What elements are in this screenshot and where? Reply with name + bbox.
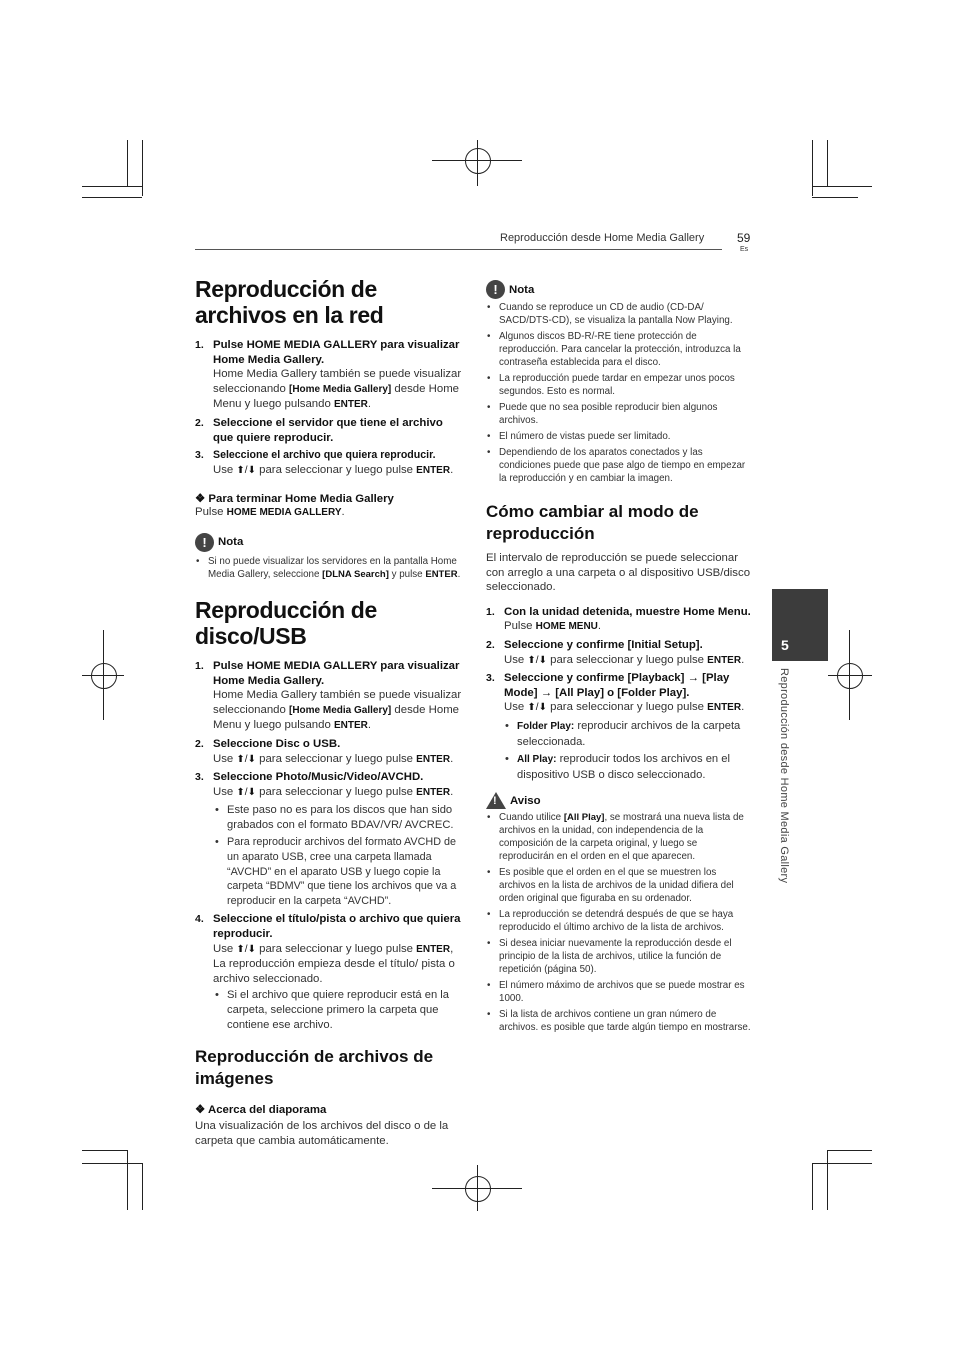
arrow-keys-icon: ⬆/⬇ bbox=[236, 464, 256, 476]
mode-bullet-folder: • Folder Play: reproducir archivos de la carpeta seleccionada. bbox=[517, 719, 752, 749]
step4-bullet: • Si el archivo que quiere reproducir está en la carpeta, seleccione primero la carpeta que contiene ese archivo. bbox=[227, 988, 465, 1032]
nota-item: • El número de vistas puede ser limitado. bbox=[499, 430, 752, 443]
left-column bbox=[195, 276, 465, 1148]
nota-item: • Dependiendo de los aparatos conectados y las condiciones puede que pase algo de tiempo en empezar la reproducción y en cambiar la imagen. bbox=[499, 446, 752, 485]
warning-icon: ! bbox=[486, 792, 506, 809]
nota-item: • Si no puede visualizar los servidores en la pantalla Home Media Gallery, seleccione [DLNA Search] y pulse ENTER. bbox=[208, 555, 465, 581]
heading-disco-usb: Reproducción de disco/USB bbox=[195, 596, 377, 649]
nota-item: • Cuando se reproduce un CD de audio (CD-DA/ SACD/DTS-CD), se visualiza la pantalla Now Playing. bbox=[499, 301, 752, 327]
step-c1: 1. Con la unidad detenida, muestre Home Menu. Pulse HOME MENU. bbox=[486, 605, 751, 633]
step-b3: 3. Seleccione Photo/Music/Video/AVCHD. Use ⬆/⬇ para seleccionar y luego pulse ENTER. bbox=[195, 771, 454, 798]
running-header: Reproducción desde Home Media Gallery bbox=[500, 232, 705, 244]
nota-item: • Puede que no sea posible reproducir bien algunos archivos. bbox=[499, 401, 752, 427]
mode-bullet-all: • All Play: reproducir todos los archivos en el dispositivo USB o disco seleccionado. bbox=[517, 752, 752, 782]
step-c3: 3. Seleccione y confirme [Playback] → [Play Mode] → [All Play] o [Folder Play]. Use ⬆/⬇ para seleccionar y luego pulse ENTER. bbox=[486, 672, 745, 714]
heading-red: Reproducción de archivos en la red bbox=[195, 276, 384, 328]
step-a1: 1. Pulse HOME MEDIA GALLERY para visualizar Home Media Gallery. Home Media Gallery también se puede visualizar seleccionando [Home Media Gallery] desde Home Menu y luego pulsando ENTER. bbox=[195, 339, 462, 411]
aviso-item: • La reproducción se detendrá después de que se haya reproducido el último archivo de la lista de archivos. bbox=[499, 908, 752, 934]
arrow-keys-icon: ⬆/⬇ bbox=[527, 654, 547, 666]
terminar-title: ❖ Para terminar Home Media Gallery bbox=[195, 493, 394, 506]
step-a3: 3. Seleccione el archivo que quiera reproducir. Use ⬆/⬇ para seleccionar y luego pulse ENTER. bbox=[195, 449, 454, 476]
arrow-keys-icon: ⬆/⬇ bbox=[236, 753, 256, 765]
aviso-item: • Si la lista de archivos contiene un gran número de archivos. es posible que tarde algún tiempo en mostrarse. bbox=[499, 1008, 752, 1034]
chapter-side-label: Reproducción desde Home Media Gallery bbox=[778, 668, 790, 884]
arrow-keys-icon: ⬆/⬇ bbox=[236, 943, 256, 955]
arrow-keys-icon: ⬆/⬇ bbox=[236, 786, 256, 798]
right-column bbox=[486, 280, 752, 1034]
terminar-body: Pulse HOME MEDIA GALLERY. bbox=[195, 506, 345, 519]
aviso-item: • Si desea iniciar nuevamente la reproducción desde el principio de la lista de archivos, utilice la función de repetición (página 50). bbox=[499, 937, 752, 976]
nota-heading-left: ! Nota bbox=[195, 533, 465, 552]
nota-heading-right: ! Nota bbox=[486, 280, 752, 299]
aviso-item: • Cuando utilice [All Play], se mostrará una nueva lista de archivos en la unidad, con independencia de la composición de la carpeta original, y luego se reproducirán en el orden en el que aparecen. bbox=[499, 811, 752, 863]
heading-modo: Cómo cambiar al modo de reproducción bbox=[486, 502, 699, 543]
page-number: 59 bbox=[737, 231, 751, 245]
aviso-item: • El número máximo de archivos que se puede mostrar es 1000. bbox=[499, 979, 752, 1005]
step-b4: 4. Seleccione el título/pista o archivo que quiera reproducir. Use ⬆/⬇ para seleccionar y luego pulse ENTER, La reproducción empieza desde el título/ pista o archivo seleccionado. bbox=[195, 913, 461, 985]
exclamation-icon: ! bbox=[486, 280, 505, 299]
aviso-item: • Es posible que el orden en el que se muestren los archivos en la lista de archivos de la unidad difiera del orden original que figuraba en su ordenador. bbox=[499, 866, 752, 905]
aviso-heading: ! Aviso bbox=[486, 792, 752, 809]
step-b1: 1. Pulse HOME MEDIA GALLERY para visualizar Home Media Gallery. Home Media Gallery también se puede visualizar seleccionando [Home Media Gallery] desde Home Menu y luego pulsando ENTER. bbox=[195, 659, 462, 732]
language-code: Es bbox=[740, 246, 749, 253]
modo-intro: El intervalo de reproducción se puede seleccionar con arreglo a una carpeta o al dispositivo USB/disco seleccionado. bbox=[486, 552, 751, 594]
step-c2: 2. Seleccione y confirme [Initial Setup]. Use ⬆/⬇ para seleccionar y luego pulse ENTER. bbox=[486, 638, 745, 666]
aviso-list bbox=[499, 811, 752, 1034]
header-rule bbox=[195, 249, 722, 250]
step-b2: 2. Seleccione Disc o USB. Use ⬆/⬇ para seleccionar y luego pulse ENTER. bbox=[195, 737, 454, 765]
chapter-number: 5 bbox=[781, 637, 789, 653]
exclamation-icon: ! bbox=[195, 533, 214, 552]
nota-item: • La reproducción puede tardar en empezar unos pocos segundos. Esto es normal. bbox=[499, 372, 752, 398]
step-a2: 2. Seleccione el servidor que tiene el archivo que quiere reproducir. bbox=[195, 416, 443, 444]
step3-bullet: • Este paso no es para los discos que han sido grabados con el formato BDAV/VR/ AVCREC. bbox=[227, 803, 465, 832]
heading-imagenes: Reproducción de archivos de imágenes bbox=[195, 1047, 434, 1089]
diaporama-body: Una visualización de los archivos del disco o de la carpeta que cambia automáticamente. bbox=[195, 1120, 449, 1147]
diaporama-title: ❖ Acerca del diaporama bbox=[195, 1104, 327, 1117]
nota-item: • Algunos discos BD-R/-RE tiene protección de reproducción. Para cancelar la protección, introduzca la contraseña establecida para el disco. bbox=[499, 330, 752, 369]
step3-bullet: • Para reproducir archivos del formato AVCHD de un aparato USB, cree una carpeta llamada “AVCHD” en el aparato USB y luego copie la carpeta “BDMV” que tiene los archivos que va a reproducir en la carpeta “AVCHD”. bbox=[227, 835, 465, 908]
arrow-keys-icon: ⬆/⬇ bbox=[527, 702, 547, 714]
nota-list bbox=[499, 301, 752, 485]
